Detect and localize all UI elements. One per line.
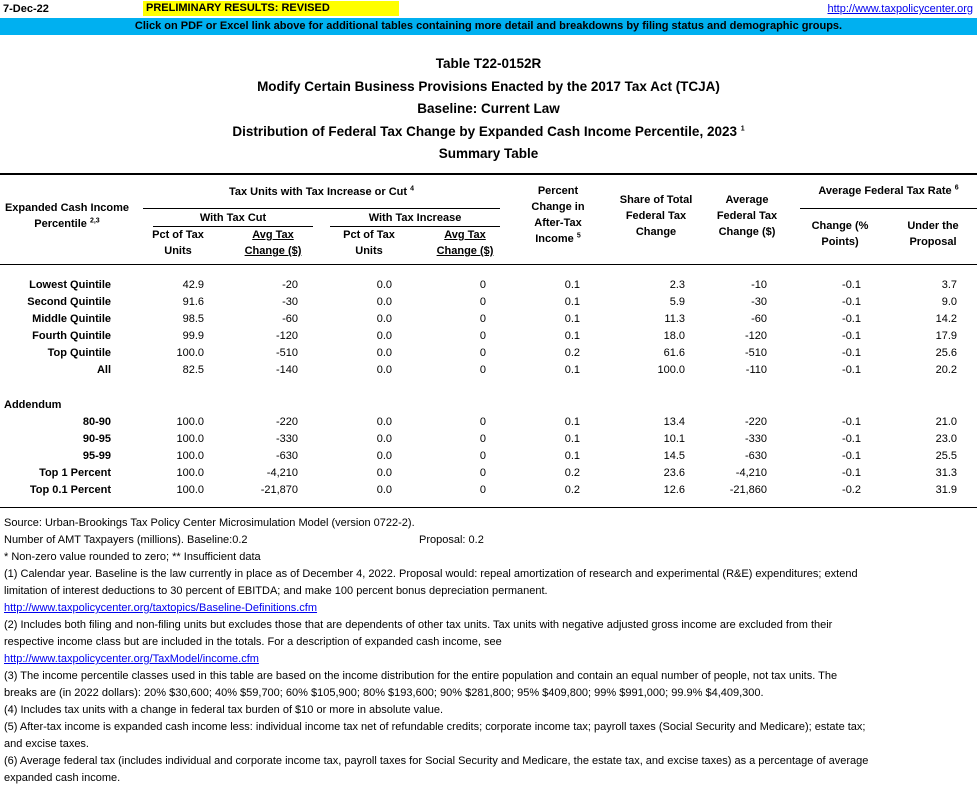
cell-c7: -30	[751, 296, 767, 308]
cell-c6: 23.6	[663, 467, 685, 479]
cell-c5: 0.1	[564, 296, 580, 308]
cell-c8: -0.1	[842, 450, 861, 462]
note-5a: (5) After-tax income is expanded cash income less: individual income tax net of refundable credits; corporate income tax; payroll taxes (Social Security and Medicare); estate tax;	[4, 721, 866, 733]
cell-c4: 0	[479, 484, 486, 496]
table-summary: Summary Table	[438, 146, 539, 161]
note-3a: (3) The income percentile classes used in this table are based on the income distribution for the entire population and contain an equal number of people, not tax units. The	[4, 670, 838, 682]
cell-c3: 0.0	[376, 364, 392, 376]
col-with-cut: With Tax Cut	[199, 212, 267, 224]
col-pct-units-cut: Pct of Tax Units	[152, 229, 204, 257]
cell-c7: -21,860	[729, 484, 767, 496]
cell-c3: 0.0	[376, 433, 392, 445]
col-avg-change-inc: Avg Tax Change ($)	[436, 229, 494, 257]
table-baseline: Baseline: Current Law	[417, 101, 560, 116]
col-pct-units-inc: Pct of Tax Units	[343, 229, 395, 257]
row-label: All	[96, 364, 111, 376]
cell-c4: 0	[479, 450, 486, 462]
row-label: Top 0.1 Percent	[29, 484, 111, 496]
cell-c2: -140	[275, 364, 298, 376]
table-row	[0, 482, 977, 499]
cell-c7: -630	[744, 450, 767, 462]
cell-c6: 18.0	[663, 330, 685, 342]
cell-c2: -60	[282, 313, 298, 325]
tpc-link[interactable]: http://www.taxpolicycenter.org	[827, 3, 973, 15]
cell-c2: -630	[275, 450, 298, 462]
cell-c7: -220	[744, 416, 767, 428]
tax-units-rule	[143, 208, 500, 209]
cell-c9: 3.7	[941, 279, 957, 291]
note-amt-proposal: Proposal: 0.2	[419, 534, 484, 546]
cell-c3: 0.0	[376, 347, 392, 359]
report-date: 7-Dec-22	[3, 3, 49, 15]
header-top-rule	[0, 173, 977, 175]
cell-c9: 9.0	[941, 296, 957, 308]
row-label: Top Quintile	[47, 347, 111, 359]
cell-c7: -120	[744, 330, 767, 342]
row-label: Fourth Quintile	[32, 330, 111, 342]
note-2a: (2) Includes both filing and non-filing units but excludes those that are dependents of other tax units. Tax units with negative adjusted gross income are excluded from their	[4, 619, 833, 631]
cell-c3: 0.0	[376, 313, 392, 325]
col-tax-units: Tax Units with Tax Increase or Cut $^4$	[228, 185, 415, 198]
baseline-definitions-link[interactable]: http://www.taxpolicycenter.org/taxtopics/Baseline-Definitions.cfm	[4, 602, 318, 614]
cell-c5: 0.1	[564, 364, 580, 376]
cell-c4: 0	[479, 296, 486, 308]
cell-c1: 100.0	[176, 450, 204, 462]
cell-c9: 25.5	[935, 450, 957, 462]
cell-c9: 23.0	[935, 433, 957, 445]
cell-c1: 100.0	[176, 347, 204, 359]
top-bar	[0, 0, 977, 18]
cell-c9: 20.2	[935, 364, 957, 376]
row-label: Second Quintile	[27, 296, 111, 308]
table-row	[0, 294, 977, 311]
cell-c3: 0.0	[376, 330, 392, 342]
cell-c5: 0.1	[564, 416, 580, 428]
cell-c6: 12.6	[663, 484, 685, 496]
income-definition-link[interactable]: http://www.taxpolicycenter.org/TaxModel/income.cfm	[4, 653, 259, 665]
cell-c6: 61.6	[663, 347, 685, 359]
cell-c1: 42.9	[182, 279, 204, 291]
cell-c4: 0	[479, 347, 486, 359]
cell-c7: -330	[744, 433, 767, 445]
cell-c1: 91.6	[182, 296, 204, 308]
col-pct-change-after-tax: Percent Change in After-Tax Income $^5$	[531, 185, 585, 245]
cell-c2: -120	[275, 330, 298, 342]
cell-c2: -220	[275, 416, 298, 428]
cell-c3: 0.0	[376, 467, 392, 479]
col-percentile: Expanded Cash Income Percentile $^{2,3}$	[4, 202, 130, 230]
cell-c1: 100.0	[176, 467, 204, 479]
cell-c8: -0.1	[842, 279, 861, 291]
table-id: Table T22-0152R	[435, 56, 542, 71]
cell-c8: -0.2	[842, 484, 861, 496]
cell-c8: -0.1	[842, 313, 861, 325]
cell-c3: 0.0	[376, 296, 392, 308]
table-row	[0, 345, 977, 362]
cell-c7: -510	[744, 347, 767, 359]
cell-c9: 21.0	[935, 416, 957, 428]
row-label: 80-90	[82, 416, 111, 428]
cell-c9: 31.3	[935, 467, 957, 479]
note-4: (4) Includes tax units with a change in federal tax burden of $10 or more in absolute value.	[4, 704, 444, 716]
table-row	[0, 362, 977, 379]
note-6a: (6) Average federal tax (includes individual and corporate income tax, payroll taxes for Social Security and Medicare, the estate tax, and excise taxes) as a percentage of average	[4, 755, 869, 767]
cell-c1: 100.0	[176, 416, 204, 428]
table-row	[0, 311, 977, 328]
note-3b: breaks are (in 2022 dollars): 20% $30,600; 40% $59,700; 60% $105,900; 80% $193,600; 90% $281,800; 95% $409,800; 99% $991,000; 99.9% $4,409,300.	[4, 687, 764, 699]
col-under-proposal: Under the Proposal	[907, 220, 959, 248]
table-row	[0, 431, 977, 448]
cell-c5: 0.1	[564, 279, 580, 291]
cell-c1: 99.9	[182, 330, 204, 342]
cell-c4: 0	[479, 364, 486, 376]
cell-c3: 0.0	[376, 279, 392, 291]
table-row	[0, 465, 977, 482]
note-nonzero: * Non-zero value rounded to zero; ** Insufficient data	[4, 551, 261, 563]
note-1b: limitation of interest deductions to 30 percent of EBITDA; and make 100 percent bonus depreciation permanent.	[4, 585, 548, 597]
table-row	[0, 448, 977, 465]
cell-c6: 2.3	[669, 279, 685, 291]
cell-c4: 0	[479, 330, 486, 342]
col-share-total: Share of Total Federal Tax Change	[619, 194, 693, 238]
cell-c3: 0.0	[376, 416, 392, 428]
col-avg-federal: Average Federal Tax Change ($)	[716, 194, 778, 238]
cell-c2: -330	[275, 433, 298, 445]
cell-c6: 11.3	[664, 313, 685, 325]
cell-c8: -0.1	[842, 416, 861, 428]
cell-c5: 0.1	[564, 330, 580, 342]
note-2b: respective income class but are included in the totals. For a description of expanded cash income, see	[4, 636, 502, 648]
cell-c1: 100.0	[176, 484, 204, 496]
cell-c6: 10.1	[663, 433, 685, 445]
cell-c6: 13.4	[663, 416, 685, 428]
cell-c7: -110	[745, 364, 767, 376]
cell-c9: 14.2	[935, 313, 957, 325]
cell-c5: 0.1	[564, 433, 580, 445]
note-6b: expanded cash income.	[4, 772, 121, 784]
cell-c2: -4,210	[266, 467, 298, 479]
table-row	[0, 414, 977, 431]
cell-c9: 25.6	[935, 347, 957, 359]
cell-c8: -0.1	[842, 296, 861, 308]
cell-c8: -0.1	[842, 364, 861, 376]
note-1a: (1) Calendar year. Baseline is the law currently in place as of December 4, 2022. Proposal would: repeal amortization of research and experimental (R&E) expenditures; extend	[4, 568, 858, 580]
cell-c8: -0.1	[842, 330, 861, 342]
cell-c6: 5.9	[669, 296, 685, 308]
cell-c1: 100.0	[176, 433, 204, 445]
col-avg-rate: Average Federal Tax Rate $^6$	[818, 184, 959, 197]
cell-c4: 0	[479, 467, 486, 479]
cell-c9: 31.9	[935, 484, 957, 496]
table-name: Modify Certain Business Provisions Enacted by the 2017 Tax Act (TCJA)	[257, 78, 720, 94]
cell-c1: 98.5	[182, 313, 204, 325]
cell-c8: -0.1	[842, 467, 861, 479]
col-with-increase: With Tax Increase	[368, 212, 462, 224]
cell-c4: 0	[479, 416, 486, 428]
cell-c8: -0.1	[842, 433, 861, 445]
cell-c2: -20	[282, 279, 298, 291]
row-label: 90-95	[82, 433, 111, 445]
cell-c9: 17.9	[935, 330, 957, 342]
table-titles	[0, 53, 977, 166]
cell-c6: 14.5	[663, 450, 685, 462]
row-label: Middle Quintile	[32, 313, 111, 325]
cell-c5: 0.1	[564, 450, 580, 462]
info-banner: Click on PDF or Excel link above for additional tables containing more detail and breakdowns by filing status and demographic groups.	[0, 18, 977, 35]
footnotes	[4, 515, 974, 787]
avg-rate-rule	[800, 208, 977, 209]
table-row	[0, 328, 977, 345]
col-rate-change: Change (% Points)	[811, 220, 869, 248]
cell-c7: -10	[751, 279, 767, 291]
addendum-label: Addendum	[4, 399, 62, 411]
cell-c5: 0.2	[564, 484, 580, 496]
status-badge: PRELIMINARY RESULTS: REVISED	[143, 1, 399, 16]
col-avg-change-cut: Avg Tax Change ($)	[244, 229, 302, 257]
cell-c5: 0.2	[564, 347, 580, 359]
cell-c1: 82.5	[182, 364, 204, 376]
row-label: Top 1 Percent	[39, 467, 111, 479]
cell-c7: -60	[751, 313, 767, 325]
cell-c2: -21,870	[260, 484, 298, 496]
cell-c5: 0.2	[564, 467, 580, 479]
cell-c2: -510	[275, 347, 298, 359]
cell-c8: -0.1	[842, 347, 861, 359]
note-source: Source: Urban-Brookings Tax Policy Center Microsimulation Model (version 0722-2).	[4, 517, 415, 529]
table-description: Distribution of Federal Tax Change by Expanded Cash Income Percentile, 2023 $^1$	[232, 123, 745, 139]
cell-c6: 100.0	[657, 364, 685, 376]
row-label: Lowest Quintile	[29, 279, 111, 291]
cell-c3: 0.0	[376, 484, 392, 496]
cell-c4: 0	[479, 279, 486, 291]
table-row	[0, 277, 977, 294]
cell-c2: -30	[282, 296, 298, 308]
header-bottom-rule	[0, 264, 977, 265]
cell-c5: 0.1	[564, 313, 580, 325]
cell-c4: 0	[479, 313, 486, 325]
cell-c3: 0.0	[376, 450, 392, 462]
table-bottom-rule	[0, 507, 977, 508]
cell-c7: -4,210	[735, 467, 767, 479]
note-amt: Number of AMT Taxpayers (millions). Baseline:0.2 Proposal: 0.2	[4, 532, 974, 549]
note-5b: and excise taxes.	[4, 738, 89, 750]
row-label: 95-99	[82, 450, 111, 462]
cell-c4: 0	[479, 433, 486, 445]
